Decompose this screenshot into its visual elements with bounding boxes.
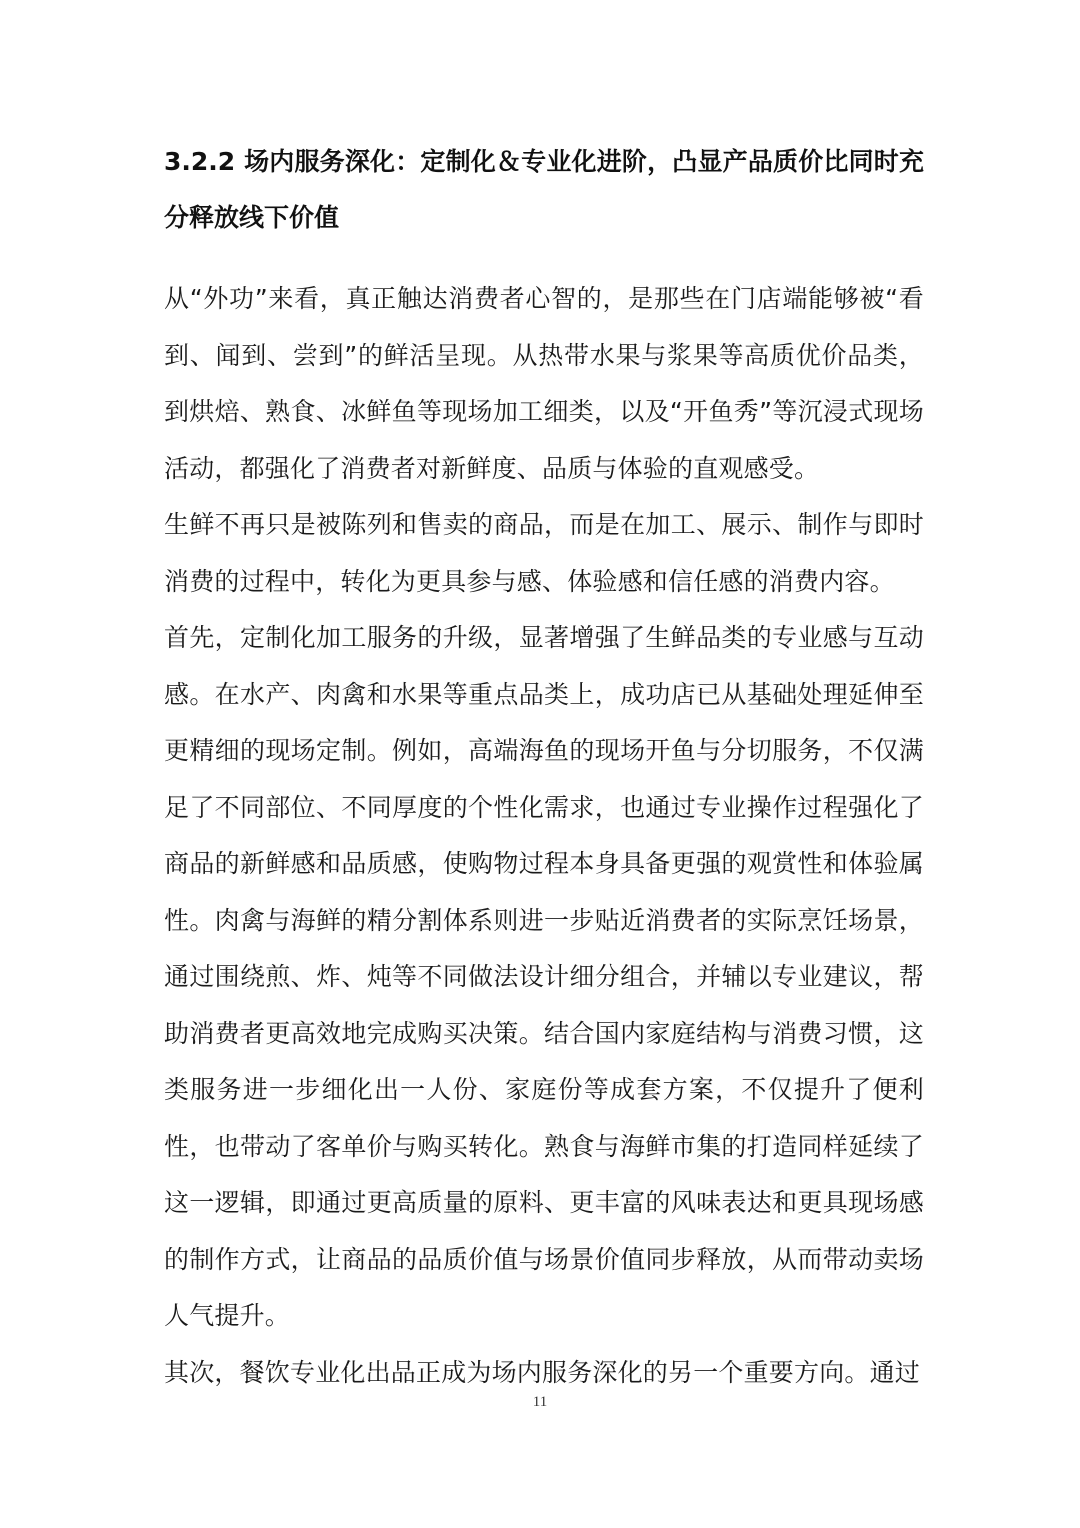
paragraph-1: 从“外功”来看，真正触达消费者心智的，是那些在门店端能够被“看到、闻到、尝到”的鲜活呈现。从热带水果与浆果等高质优价品类，到烘焙、熟食、冰鲜鱼等现场加工细类，以及“开鱼秀”等沉浸式现场活动，都强化了消费者对新鲜度、品质与体验的直观感受。: [164, 284, 924, 483]
page-number: 11: [532, 1394, 548, 1410]
body-text: [164, 271, 924, 1401]
paragraph-3: 首先，定制化加工服务的升级，显著增强了生鲜品类的专业感与互动感。在水产、肉禽和水果等重点品类上，成功店已从基础处理延伸至更精细的现场定制。例如，高端海鱼的现场开鱼与分切服务，不仅满足了不同部位、不同厚度的个性化需求，也通过专业操作过程强化了商品的新鲜感和品质感，使购物过程本身具备更强的观赏性和体验属性。肉禽与海鲜的精分割体系则进一步贴近消费者的实际烹饪场景，通过围绕煎、炸、炖等不同做法设计细分组合，并辅以专业建议，帮助消费者更高效地完成购买决策。结合国内家庭结构与消费习惯，这类服务进一步细化出一人份、家庭份等成套方案，不仅提升了便利性，也带动了客单价与购买转化。熟食与海鲜市集的打造同样延续了这一逻辑，即通过更高质量的原料、更丰富的风味表达和更具现场感的制作方式，让商品的品质价值与场景价值同步释放，从而带动卖场人气提升。: [164, 623, 924, 1330]
section-heading: 3.2.2 场内服务深化：定制化＆专业化进阶，凸显产品质价比同时充分释放线下价值: [164, 147, 924, 232]
paragraph-4: 其次，餐饮专业化出品正成为场内服务深化的另一个重要方向。通过: [164, 1357, 921, 1387]
paragraph-2: 生鲜不再只是被陈列和售卖的商品，而是在加工、展示、制作与即时消费的过程中，转化为更具参与感、体验感和信任感的消费内容。: [164, 510, 924, 596]
